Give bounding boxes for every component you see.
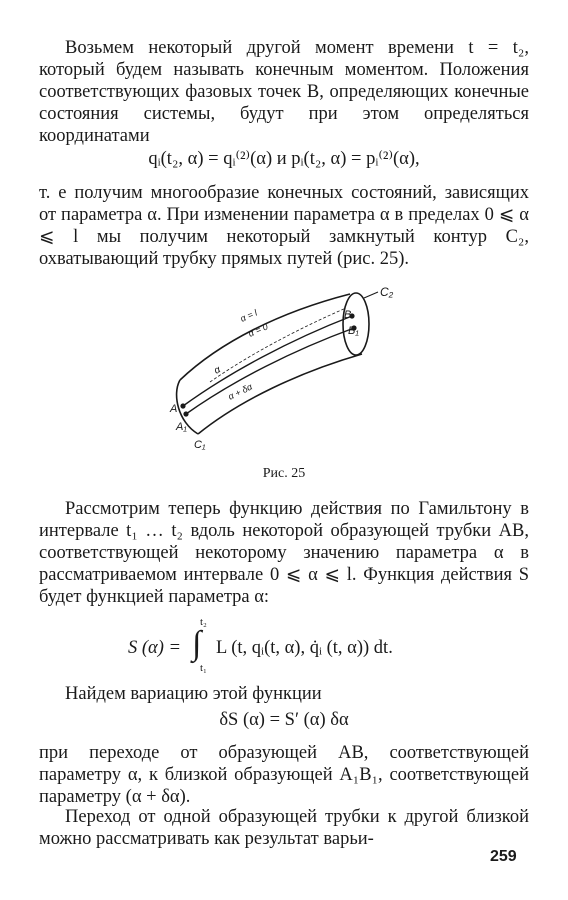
figure-25-tube-diagram xyxy=(150,282,410,462)
generatrix-alpha-l xyxy=(210,308,346,382)
formula-variation: δS (α) = S′ (α) δα xyxy=(219,710,349,730)
c2-leader xyxy=(364,292,378,298)
label-alpha-0: α = 0 xyxy=(246,321,270,339)
label-alpha: α xyxy=(212,364,223,377)
paragraph-contour-c2: т. е получим многообразие конечных состояний, зависящих от параметра α. При изменении параметра α в пределах 0 ⩽ α ⩽ l мы получим некоторый замкнутый контур C₂, охватывающий трубку прямых путей (рис. 25). xyxy=(39,183,529,269)
point-a xyxy=(180,403,185,408)
point-a1 xyxy=(183,411,188,416)
formula-action-integral: S (α) = ∫ t₂ t₁ L (t, qᵢ(t, α), q̇ᵢ (t, α)) dt. xyxy=(128,616,393,674)
formula-final-coordinates: qᵢ(t₂, α) = qᵢ⁽²⁾(α) и pᵢ(t₂, α) = pᵢ⁽²⁾(α), xyxy=(148,149,420,169)
label-alpha-l: α = l xyxy=(238,307,259,324)
label-a1: A₁ xyxy=(176,421,187,433)
generatrix-a1b1 xyxy=(186,328,354,414)
tube-of-paths-svg xyxy=(150,282,410,462)
label-b: B xyxy=(344,309,352,321)
paragraph-variation: Найдем вариацию этой функции xyxy=(65,684,322,704)
contour-c2-ellipse xyxy=(343,293,369,355)
paragraph-transition: при переходе от образующей AB, соответствующей параметру α, к близкой образующей A₁B₁, соответствующей параметру (α + δα). xyxy=(39,743,529,807)
paragraph-transition-next: Переход от одной образующей трубки к другой близкой можно рассматривать как результат варьи- xyxy=(39,807,529,849)
label-alpha-delta: α + δα xyxy=(226,381,254,402)
label-c1: C₁ xyxy=(194,439,206,451)
label-b1: B₁ xyxy=(348,325,359,337)
page-number: 259 xyxy=(490,848,517,865)
paragraph-final-moment: Возьмем некоторый другой момент времени t = t₂, который будем называть конечным моментом. Положения соответствующих фазовых точек B, определяющих конечные состояния системы, будут при этом определяться координатами xyxy=(39,38,529,146)
label-a: A xyxy=(170,403,178,415)
label-c2: C₂ xyxy=(380,285,394,299)
tube-lower-edge xyxy=(198,354,362,434)
paragraph-action-function: Рассмотрим теперь функцию действия по Гамильтону в интервале t₁ … t₂ вдоль некоторой образующей трубки AB, соответствующей некоторому значению параметра α в рассматриваемом интервале 0 ⩽ α ⩽ l. Функция действия S будет функцией параметра α: xyxy=(39,499,529,607)
figure-caption: Рис. 25 xyxy=(262,466,306,481)
